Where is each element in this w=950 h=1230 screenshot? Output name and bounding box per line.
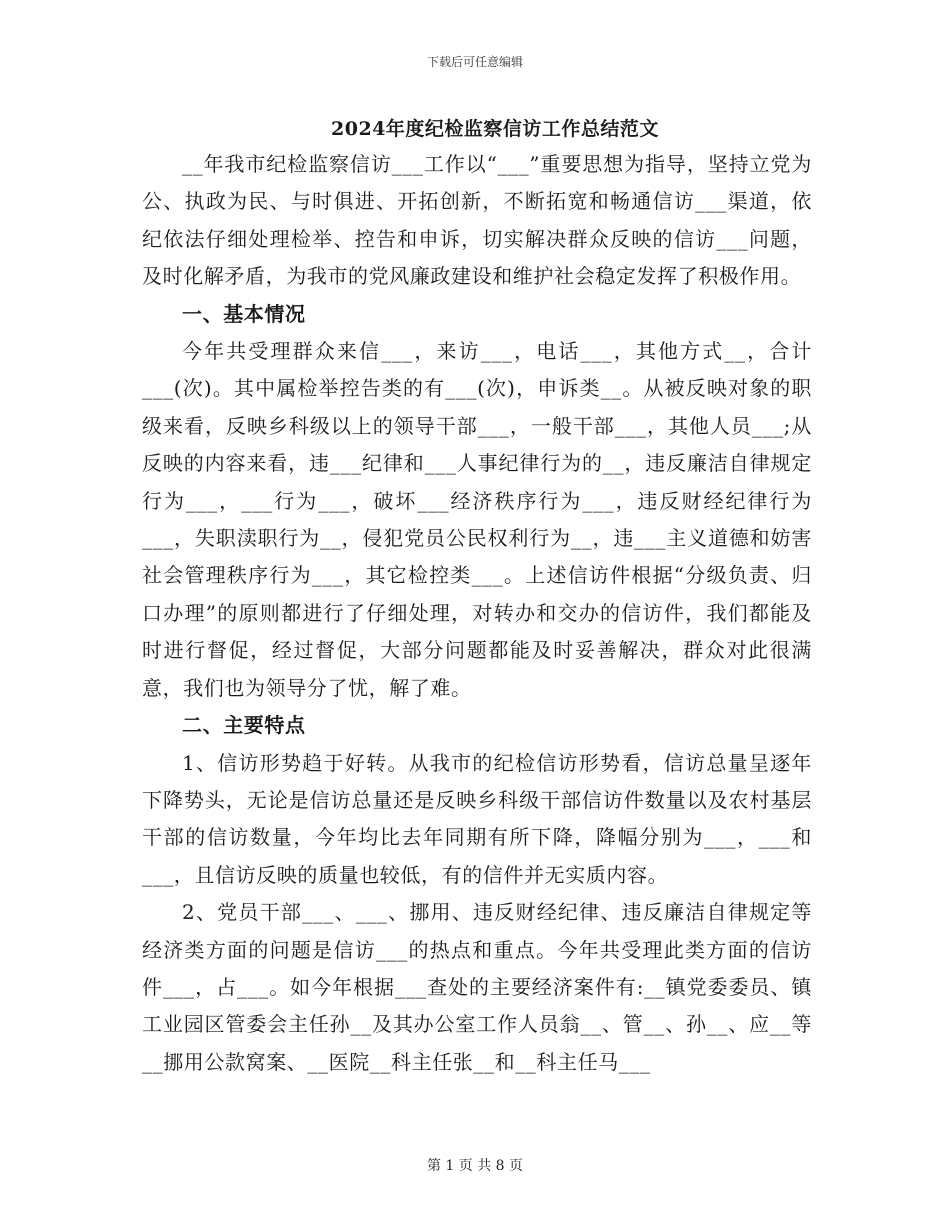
header-note: 下载后可任意编辑	[426, 55, 523, 69]
intro-paragraph: __年我市纪检监察信访___工作以“___”重要思想为指导，坚持立党为公、执政为民、与时俱进、开拓创新，不断拓宽和畅通信访___渠道，依纪依法仔细处理检举、控告和申诉，切实解决群众反映的信访___问题，及时化解矛盾，为我市的党风廉政建设和维护社会稳定发挥了积极作用。	[142, 152, 812, 289]
feature-paragraph-1: 1、信访形势趋于好转。从我市的纪检信访形势看，信访总量呈逐年下降势头，无论是信访总量还是反映乡科级干部信访件数量以及农村基层干部的信访数量，今年均比去年同期有所下降，降幅分别为___，___和___，且信访反映的质量也较低，有的信件并无实质内容。	[142, 750, 812, 887]
section-heading-basic: 一、基本情况	[182, 301, 306, 326]
section-heading-features: 二、主要特点	[182, 713, 306, 738]
document-body	[142, 146, 812, 1081]
page-number: 第 1 页 共 8 页	[426, 1158, 524, 1174]
feature-paragraph-2: 2、党员干部___、___、挪用、违反财经纪律、违反廉洁自律规定等经济类方面的问题是信访___的热点和重点。今年共受理此类方面的信访件___，占___。如今年根据___查处的主要经济案件有:__镇党委委员、镇工业园区管委会主任孙__及其办公室工作人员翁__、管__、孙__、应__等__挪用公款窝案、__医院__科主任张__和__科主任马___	[142, 900, 812, 1074]
document-title: 2024年度纪检监察信访工作总结范文	[331, 118, 659, 140]
basic-situation-paragraph: 今年共受理群众来信___，来访___，电话___，其他方式__，合计___(次)。其中属检举控告类的有___(次)，申诉类__。从被反映对象的职级来看，反映乡科级以上的领导干部___，一般干部___，其他人员___;从反映的内容来看，违___纪律和___人事纪律行为的__，违反廉洁自律规定行为___，___行为___，破坏___经济秩序行为___，违反财经纪律行为___，失职渎职行为__，侵犯党员公民权利行为__，违___主义道德和妨害社会管理秩序行为___，其它检控类___。上述信访件根据“分级负责、归口办理”的原则都进行了仔细处理，对转办和交办的信访件，我们都能及时进行督促，经过督促，大部分问题都能及时妥善解决，群众对此很满意，我们也为领导分了忧，解了难。	[142, 339, 812, 700]
